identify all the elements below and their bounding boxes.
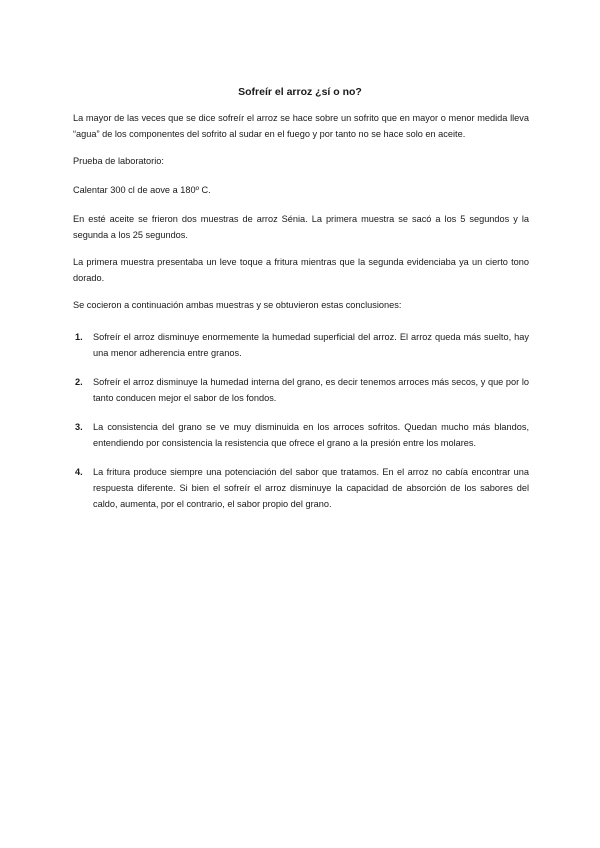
list-item-text: La fritura produce siempre una potenciación del sabor que tratamos. En el arroz no cabía encontrar una respuesta diferente. Si bien el sofreír el arroz disminuye la capacidad de absorción de los sabores del caldo, aumenta, por el contrario, el sabor propio del grano. (93, 467, 529, 509)
list-item-text: Sofreír el arroz disminuye la humedad interna del grano, es decir tenemos arroces más secos, y que por lo tanto conducen mejor el sabor de los fondos. (93, 377, 529, 403)
samples-paragraph: En esté aceite se frieron dos muestras de arroz Sénia. La primera muestra se sacó a los 5 segundos y la segunda a los 25 segundos. (73, 214, 529, 240)
list-number: 1. (75, 332, 83, 342)
list-number: 3. (75, 422, 83, 432)
conclusions-list (73, 329, 529, 512)
list-item (73, 374, 529, 406)
list-item (73, 419, 529, 451)
intro-paragraph: La mayor de las veces que se dice sofreír el arroz se hace sobre un sofrito que en mayor o menor medida lleva “agua” de los componentes del sofrito al sudar en el fuego y por tanto no se hace solo en aceite. (73, 113, 529, 139)
list-item-text: La consistencia del grano se ve muy disminuida en los arroces sofritos. Quedan mucho más blandos, entendiendo por consistencia la resistencia que ofrece el grano a la presión entre los molares. (93, 422, 529, 448)
list-number: 4. (75, 467, 83, 477)
list-item (73, 464, 529, 512)
list-item-text: Sofreír el arroz disminuye enormemente la humedad superficial del arroz. El arroz queda más suelto, hay una menor adherencia entre granos. (93, 332, 529, 358)
lab-step-paragraph: Calentar 300 cl de aove a 180º C. (73, 185, 211, 195)
results-paragraph: La primera muestra presentaba un leve toque a fritura mientras que la segunda evidenciaba ya un cierto tono dorado. (73, 257, 529, 283)
document-title: Sofreír el arroz ¿sí o no? (238, 86, 362, 98)
document-body (73, 110, 529, 525)
lab-test-heading: Prueba de laboratorio: (73, 156, 164, 166)
list-number: 2. (75, 377, 83, 387)
conclusions-intro: Se cocieron a continuación ambas muestras y se obtuvieron estas conclusiones: (73, 300, 402, 310)
list-item (73, 329, 529, 361)
